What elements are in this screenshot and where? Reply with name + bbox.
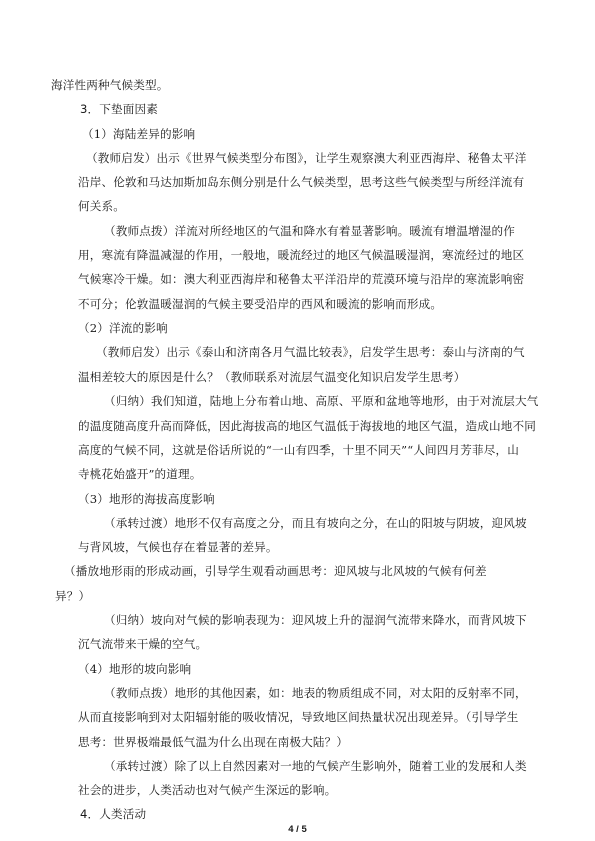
text-line: （教师点拨）地形的其他因素，如：地表的物质组成不同，对太阳的反射率不同， [104, 686, 527, 700]
text-line: （归纳）我们知道，陆地上分布着山地、高原、平原和盆地等地形，由于对流层大气 [104, 394, 539, 408]
text-line: 气候寒冷干燥。如：澳大利亚西海岸和秘鲁太平洋沿岸的荒漠环境与沿岸的寒流影响密 [78, 272, 525, 286]
text-line: 与背风坡，气候也存在着显著的差异。 [78, 540, 278, 554]
section-heading: 3．下垫面因素 [80, 102, 158, 116]
section-heading: 4．人类活动 [80, 807, 147, 821]
text-line: 思考：世界极端最低气温为什么出现在南极大陆？） [78, 735, 349, 749]
text-line: 异？） [55, 589, 91, 603]
text-line: （教师启发）出示《世界气候类型分布图》，让学生观察澳大利亚西海岸、秘鲁太平洋 [86, 151, 527, 165]
text-line: （播放地形雨的形成动画，引导学生观看动画思考：迎风坡与北风坡的气候有何差 [64, 564, 487, 578]
text-line: 的温度随高度升高而降低，因此海拔高的地区气温低于海拔地的地区气温，造成山地不同 [78, 419, 537, 433]
text-line: 何关系。 [78, 199, 125, 213]
text-line: 高度的气候不同，这就是俗话所说的“一山有四季，十里不同天”“人间四月芳菲尽，山 [78, 443, 520, 457]
text-line: （承转过渡）地形不仅有高度之分，而且有坡向之分，在山的阳坡与阴坡，迎风坡 [104, 516, 527, 530]
text-line: （教师启发）出示《泰山和济南各月气温比较表》，启发学生思考：泰山与济南的气 [96, 345, 525, 359]
text-line: 不可分；伦敦温暖湿润的气候主要受沿岸的西风和暖流的影响而形成。 [78, 297, 443, 311]
subsection-heading: （3）地形的海拔高度影响 [78, 492, 215, 506]
subsection-heading: （2）洋流的影响 [78, 321, 168, 335]
text-line: 社会的进步，人类活动也对气候产生深远的影响。 [78, 783, 337, 797]
text-line: （归纳）坡向对气候的影响表现为：迎风坡上升的湿润气流带来降水，而背风坡下 [104, 613, 527, 627]
text-line: （承转过渡）除了以上自然因素对一地的气候产生影响外，随着工业的发展和人类 [104, 759, 527, 773]
text-line: 沿岸、伦敦和马达加斯加岛东侧分别是什么气候类型，思考这些气候类型与所经洋流有 [78, 175, 525, 189]
subsection-heading: （1）海陆差异的影响 [82, 127, 196, 141]
subsection-heading: （4）地形的坡向影响 [78, 662, 192, 676]
page-number: 4 / 5 [288, 824, 307, 835]
text-line: 用，寒流有降温减湿的作用，一般地，暖流经过的地区气候温暖湿润，寒流经过的地区 [78, 248, 525, 262]
text-line: 从而直接影响到对太阳辐射能的吸收情况，导致地区间热量状况出现差异。（引导学生 [78, 710, 519, 724]
text-line: （教师点拨）洋流对所经地区的气温和降水有着显著影响。暖流有增温增湿的作 [104, 224, 516, 238]
text-line: 海洋性两种气候类型。 [51, 78, 169, 92]
text-line: 沉气流带来干燥的空气。 [78, 637, 208, 651]
text-line: 温相差较大的原因是什么？（教师联系对流层气温变化知识启发学生思考） [78, 370, 466, 384]
text-line: 寺桃花始盛开”的道理。 [78, 467, 202, 481]
